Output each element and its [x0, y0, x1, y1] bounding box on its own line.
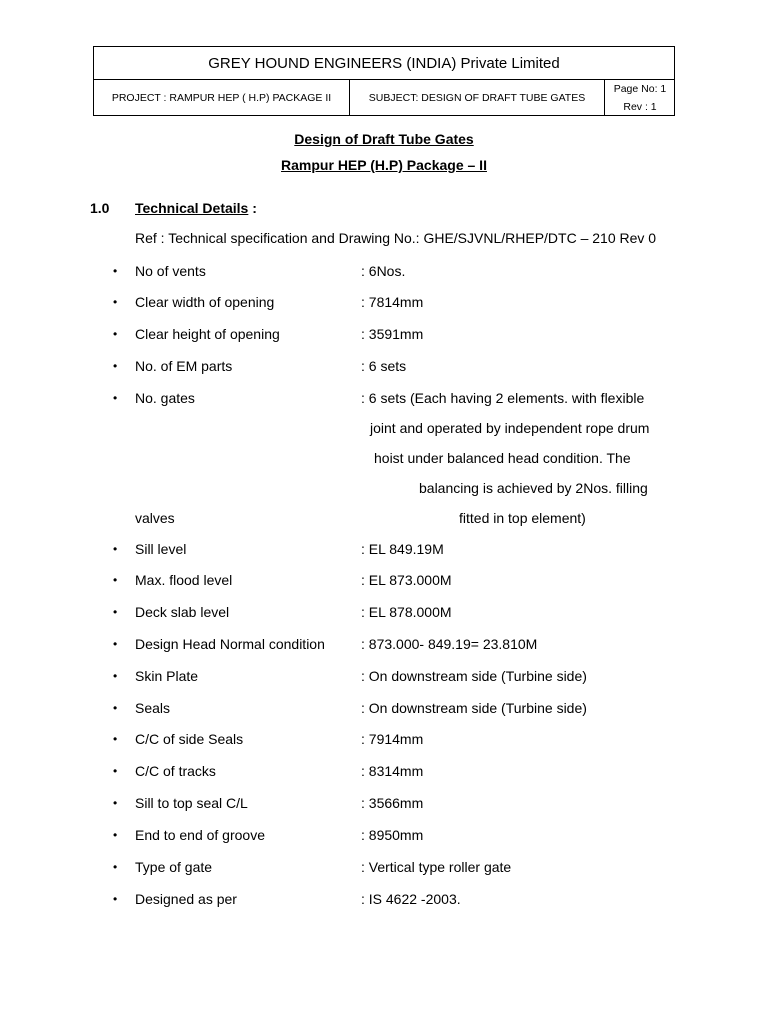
- subject-cell: SUBJECT: DESIGN OF DRAFT TUBE GATES: [350, 80, 605, 116]
- item-label: Max. flood level: [135, 572, 233, 588]
- item-value: : 6Nos.: [361, 263, 406, 279]
- list-item: [0, 356, 768, 376]
- list-item: [0, 698, 768, 718]
- bullet-icon: •: [113, 264, 118, 278]
- item-value: : Vertical type roller gate: [361, 859, 512, 875]
- gates-note-line: valves: [135, 510, 175, 526]
- gates-note-line: joint and operated by independent rope drum: [370, 420, 650, 436]
- bullet-icon: •: [113, 573, 118, 587]
- item-value: : 8314mm: [361, 763, 424, 779]
- document-title: Design of Draft Tube Gates: [294, 131, 474, 147]
- bullet-icon: •: [113, 764, 118, 778]
- item-label: Design Head Normal condition: [135, 636, 325, 652]
- bullet-icon: •: [113, 542, 118, 556]
- gates-note-line: fitted in top element): [459, 510, 586, 526]
- list-item: [0, 261, 768, 281]
- item-label: No of vents: [135, 263, 206, 279]
- header-info-row: [94, 80, 674, 116]
- page-number: Page No: 1: [613, 83, 667, 95]
- item-value: : 6 sets (Each having 2 elements. with flexible: [361, 390, 645, 406]
- bullet-icon: •: [113, 391, 118, 405]
- reference-line: Ref : Technical specification and Drawing No.: GHE/SJVNL/RHEP/DTC – 210 Rev 0: [135, 230, 657, 246]
- bullet-icon: •: [113, 796, 118, 810]
- list-item: [0, 570, 768, 590]
- list-item: [0, 729, 768, 749]
- bullet-icon: •: [113, 860, 118, 874]
- project-cell: PROJECT : RAMPUR HEP ( H.P) PACKAGE II: [94, 80, 350, 116]
- gates-note-line: hoist under balanced head condition. The: [374, 450, 631, 466]
- item-value: : EL 878.000M: [361, 604, 452, 620]
- bullet-icon: •: [113, 732, 118, 746]
- item-value: : 3591mm: [361, 326, 424, 342]
- document-header-table: [93, 46, 675, 116]
- list-item: [0, 602, 768, 622]
- item-label: C/C of side Seals: [135, 731, 244, 747]
- item-value: : 8950mm: [361, 827, 424, 843]
- list-item: [0, 793, 768, 813]
- item-value: : On downstream side (Turbine side): [361, 700, 587, 716]
- bullet-icon: •: [113, 828, 118, 842]
- bullet-icon: •: [113, 359, 118, 373]
- item-label: Sill to top seal C/L: [135, 795, 248, 811]
- item-value: : EL 873.000M: [361, 572, 452, 588]
- list-item: [0, 539, 768, 559]
- item-label: Deck slab level: [135, 604, 230, 620]
- item-value: : On downstream side (Turbine side): [361, 668, 587, 684]
- bullet-icon: •: [113, 701, 118, 715]
- list-item: [0, 761, 768, 781]
- item-value: : 3566mm: [361, 795, 424, 811]
- item-label: No. of EM parts: [135, 358, 233, 374]
- list-item: [0, 666, 768, 686]
- list-item: [0, 634, 768, 654]
- item-label: Seals: [135, 700, 171, 716]
- item-label: Type of gate: [135, 859, 213, 875]
- bullet-icon: •: [113, 637, 118, 651]
- gates-note-line: balancing is achieved by 2Nos. filling: [419, 480, 648, 496]
- item-label: No. gates: [135, 390, 195, 406]
- item-label: Clear width of opening: [135, 294, 275, 310]
- item-value: : IS 4622 -2003.: [361, 891, 461, 907]
- item-label: Sill level: [135, 541, 187, 557]
- item-label: Designed as per: [135, 891, 237, 907]
- company-name: GREY HOUND ENGINEERS (INDIA) Private Limited: [94, 47, 674, 80]
- page-rev-cell: [605, 80, 675, 116]
- item-label: Skin Plate: [135, 668, 199, 684]
- bullet-icon: •: [113, 295, 118, 309]
- item-value: : 7914mm: [361, 731, 424, 747]
- list-item: [0, 889, 768, 909]
- item-value: : 6 sets: [361, 358, 407, 374]
- bullet-icon: •: [113, 892, 118, 906]
- item-label: Clear height of opening: [135, 326, 280, 342]
- item-label: End to end of groove: [135, 827, 265, 843]
- document-subtitle: Rampur HEP (H.P) Package – II: [281, 157, 487, 173]
- list-item: [0, 825, 768, 845]
- section-heading: Technical Details :: [135, 200, 257, 216]
- bullet-icon: •: [113, 327, 118, 341]
- item-value: : EL 849.19M: [361, 541, 444, 557]
- bullet-icon: •: [113, 669, 118, 683]
- list-item: [0, 324, 768, 344]
- revision-number: Rev : 1: [623, 101, 657, 113]
- list-item: [0, 857, 768, 877]
- list-item: [0, 388, 768, 408]
- item-label: C/C of tracks: [135, 763, 216, 779]
- list-item: [0, 292, 768, 312]
- section-number: 1.0: [90, 200, 110, 216]
- bullet-icon: •: [113, 605, 118, 619]
- item-value: : 873.000- 849.19= 23.810M: [361, 636, 538, 652]
- item-value: : 7814mm: [361, 294, 424, 310]
